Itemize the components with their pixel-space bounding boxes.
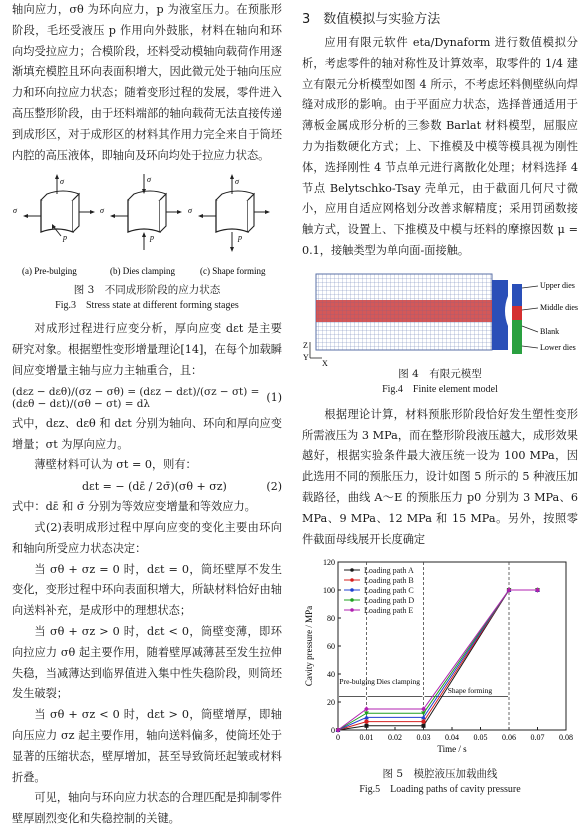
series-0-point-1: [365, 724, 369, 728]
pressure-chart: [302, 554, 578, 762]
legend-label-4: Loading path E: [364, 606, 414, 616]
right-paragraph-2: 根据理论计算，材料预胀形阶段恰好发生塑性变形所需液压为 3 MPa，而在整形阶段液压越大，成形效果越好，根据实验条件最大液压统一设为 100 MPa，因此选用不同的预胀压力，设计如图 5 所示的 5 种液压加载路径，曲线 A～E 的预胀压力 p0 分别为 3 MPa、6 MPa、9 MPa、12 MPa 和 15 MPa。另外，按照零件截面母线展开长度确定: [302, 407, 578, 546]
fig3-caption-cn: 图 3 不同成形阶段的应力状态: [73, 284, 221, 297]
legend-marker-0: [350, 569, 354, 573]
legend-marker-1: [350, 579, 354, 583]
left-paragraph-3: 式中，dεz、dεθ 和 dεt 分别为轴向、环向和厚向应变增量；σt 为厚向应力。: [12, 416, 282, 451]
svg-text:p: p: [150, 233, 154, 243]
x-tick-label-5: 0.05: [473, 733, 488, 743]
fig4-caption-en: Fig.4 Finite element model: [382, 383, 498, 395]
fig5-caption-cn: 图 5 模腔液压加载曲线: [382, 768, 498, 781]
equation-2-number: (2): [266, 480, 282, 494]
y-tick-label-0: 0: [331, 726, 335, 736]
svg-text:p: p: [238, 233, 242, 243]
element-c: [188, 174, 270, 252]
right-paragraph-1: 应用有限元软件 eta/Dynaform 进行数值模拟分析，考虑零件的轴对称性及计算效率，取零件的 1/4 建立有限元分析模型如图 4 所示，不考虑坯料侧壁纵向焊缝对成形的影响。由于平面应力状态，选择普通适用于薄板金属成形分析的三参数 Barlat 材料模型，屈服应力为指数硬化方式；上、下推模及中模等模具视为刚性体，选择刚性 4 节点单元进行离散化处理；材料选择 4 节点 Belytschko-Tsay 壳单元，由于截面几何尺寸微小，应用自适应网格划分改善求解精度；采用罚函数接触方式，设置上、下推模及中模与坯料的摩擦因数 μ = 0.1，接触类型为单向面-面接触。: [302, 36, 578, 257]
section-heading: 3 数值模拟与实验方法: [302, 12, 441, 27]
x-tick-label-1: 0.01: [359, 733, 374, 743]
left-paragraph-7: 当 σθ + σz = 0 时，dεt = 0，筒坯壁厚不发生变化，变形过程中环向表面积增大，所缺材料恰好由轴向送料补充，是成形中的理想状态；: [12, 562, 282, 618]
equation-1-body: (dεz − dεθ)/(σz − σθ) = (dεz − dεt)/(σz − σt) = (dεθ − dεt)/(σθ − σt) = dλ: [12, 385, 260, 410]
figure-5: [302, 554, 578, 766]
y-tick-label-6: 120: [323, 558, 335, 568]
svg-text:σ: σ: [188, 206, 192, 216]
x-tick-label-3: 0.03: [416, 733, 431, 743]
y-tick-label-5: 100: [323, 586, 335, 596]
equation-1: [12, 386, 282, 410]
axis-z-label: Z: [303, 340, 308, 350]
x-tick-label-2: 0.02: [388, 733, 402, 743]
left-paragraph-10: 可见，轴向与环向应力状态的合理匹配是抑制零件壁厚剧烈变化和失稳控制的关键。: [12, 791, 282, 826]
y-axis-label: Cavity pressure / MPa: [304, 606, 314, 687]
svg-text:σ: σ: [60, 177, 64, 187]
equation-1-number: (1): [266, 391, 282, 405]
legend-label-0: Loading path A: [364, 566, 414, 576]
x-tick-label-0: 0: [336, 733, 340, 743]
fig4-caption-cn: 图 4 有限元模型: [398, 367, 482, 380]
svg-text:σ: σ: [147, 175, 151, 185]
series-1-point-2: [421, 720, 425, 724]
element-a: [13, 174, 95, 242]
series-1-point-1: [364, 720, 368, 724]
equation-2-body: dεt = − (dε̄ / 2σ̄)(σθ + σz): [82, 480, 227, 494]
stage-label-dies-clamping: Dies clamping: [376, 677, 421, 687]
left-column: [12, 0, 282, 830]
left-paragraph-4: 薄壁材料可认为 σt = 0，则有：: [34, 458, 197, 472]
y-tick-label-3: 60: [327, 642, 335, 652]
stage-label-pre-bulging: Pre-bulging: [339, 677, 375, 687]
legend-marker-4: [350, 609, 354, 613]
x-tick-label-4: 0.04: [445, 733, 459, 743]
legend-marker-2: [350, 589, 354, 593]
fe-label-lower: Lower dies: [540, 342, 576, 352]
left-paragraph-9: 当 σθ + σz < 0 时，dεt > 0，筒壁增厚，即轴向压应力 σz 起主要作用，轴向送料偏多，使筒坯处于显著的压缩状态，壁厚增加，甚至导致筒坯起皱或材料折叠。: [12, 708, 282, 784]
legend-label-1: Loading path B: [364, 576, 414, 586]
fig3-label-b: (b) Dies clamping: [110, 266, 175, 277]
fig3-label-c: (c) Shape forming: [200, 266, 266, 277]
stage-label-shape-forming: Shape forming: [447, 686, 493, 696]
legend-marker-3: [350, 599, 354, 603]
legend-label-2: Loading path C: [364, 586, 414, 596]
equation-2: [12, 480, 282, 493]
fig5-caption-en: Fig.5 Loading paths of cavity pressure: [359, 784, 521, 796]
left-paragraph-2: 对成形过程进行应变分析，厚向应变 dεt 是主要研究对象。根据塑性变形增量理论[14]，在每个加载瞬间应变增量主轴与应力主轴重合，且：: [12, 322, 282, 377]
y-tick-label-4: 80: [327, 614, 335, 624]
axis-y-label: Y: [303, 352, 309, 362]
legend-label-3: Loading path D: [364, 596, 415, 606]
x-tick-label-7: 0.07: [530, 733, 545, 743]
x-tick-label-8: 0.08: [559, 733, 573, 743]
fe-label-upper: Upper dies: [540, 280, 575, 290]
svg-text:σ: σ: [100, 206, 104, 216]
svg-text:p: p: [63, 233, 67, 243]
series-0-point-2: [422, 724, 426, 728]
y-tick-label-1: 20: [327, 698, 335, 708]
fe-label-middle: Middle dies: [540, 302, 578, 312]
fig3-label-a: (a) Pre-bulging: [22, 266, 77, 277]
stress-state-diagram: [12, 170, 282, 282]
y-tick-label-2: 40: [327, 670, 335, 680]
left-paragraph-1: 轴向应力，σθ 为环向应力，p 为液室压力。在预胀形阶段，毛坯受液压 p 作用向外鼓胀，材料在轴向和环向均受拉应力；合模阶段，坯料受动模轴向载荷作用逐渐填充模腔且环向表面积增大，因此微元处于轴向压应力和环向拉应力状态；随着变形过程的发展，零件进入高压整形阶段，由于坯料端部的轴向载荷无法直接传递到成形区，对于成形区的材料其作用力完全来自于筒坯内腔的高压液体，即轴向及环向均处于拉应力状态。: [12, 3, 282, 162]
axis-x-label: X: [322, 358, 328, 366]
figure-4: [302, 266, 578, 366]
left-paragraph-8: 当 σθ + σz > 0 时，dεt < 0，筒壁变薄，即环向拉应力 σθ 起主要作用，随着壁厚减薄甚至发生拉伸失稳，当减薄达到临界值进入集中性失稳阶段，则筒坯发生破裂；: [12, 624, 282, 701]
svg-text:σ: σ: [13, 206, 17, 216]
right-column: [302, 0, 578, 797]
element-b: [100, 174, 182, 250]
left-paragraph-5: 式中：dε̄ 和 σ̄ 分别为等效应变增量和等效应力。: [12, 500, 256, 514]
fe-label-blank: Blank: [540, 326, 560, 336]
x-axis-label: Time / s: [437, 744, 467, 755]
fig3-caption-en: Fig.3 Stress state at different forming stages: [55, 300, 239, 312]
left-paragraph-6: 式(2)表明成形过程中厚向应变的变化主要由环向和轴向所受应力状态决定：: [12, 520, 282, 555]
svg-text:σ: σ: [235, 177, 239, 187]
x-tick-label-6: 0.06: [502, 733, 516, 743]
finite-element-model: [302, 266, 578, 366]
figure-3: [12, 170, 282, 282]
